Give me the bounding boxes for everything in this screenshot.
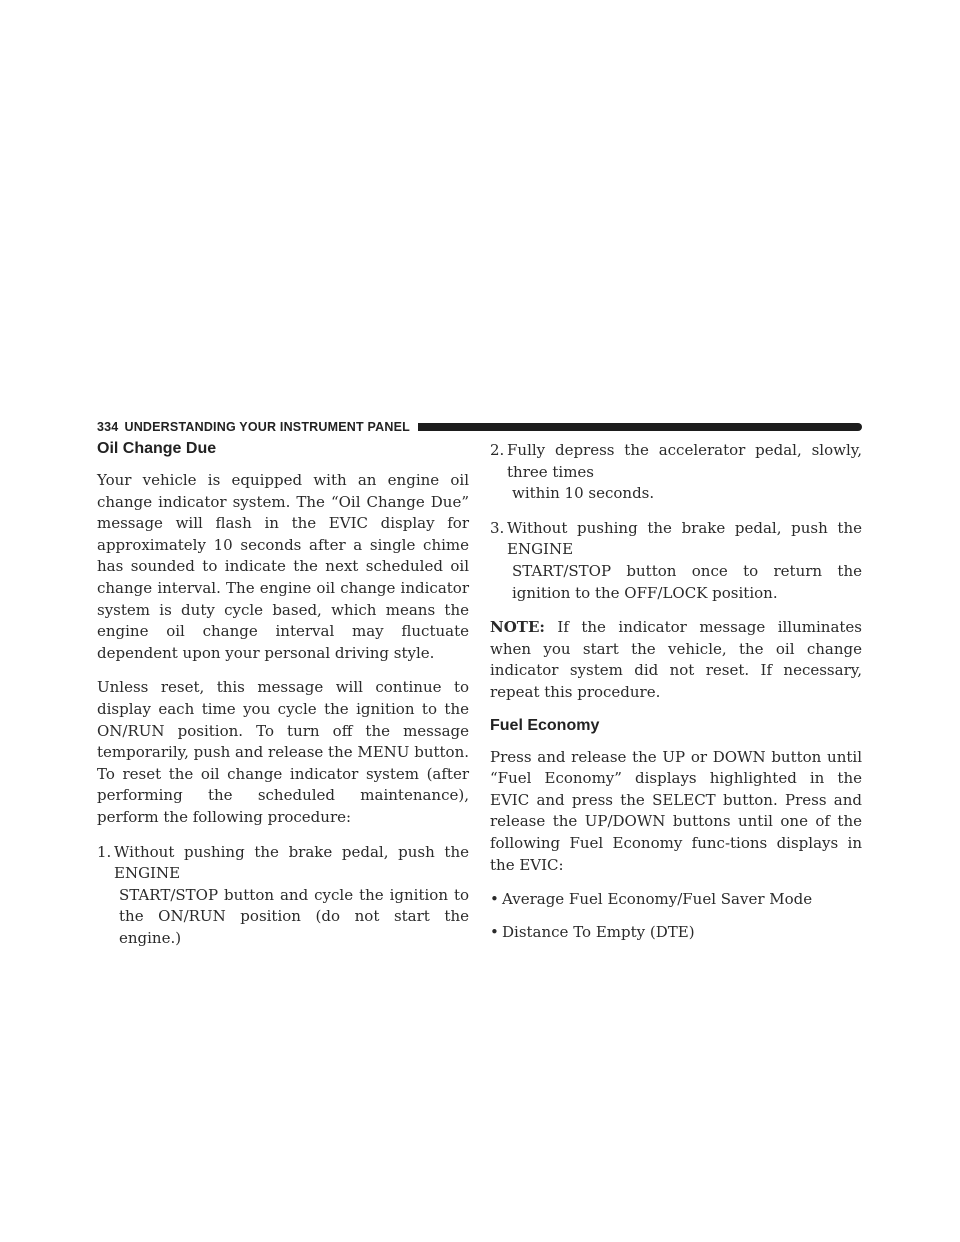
step-1-line1: Without pushing the brake pedal, push the ENGINE [114,842,469,883]
step-3-text [507,518,862,604]
bullet-symbol: • [490,922,499,941]
note-paragraph [490,617,862,703]
right-column [490,440,862,954]
heading-oil-change-due: Oil Change Due [97,440,217,457]
page-number: 334 [97,420,119,434]
step-2 [490,440,862,505]
page-header [97,420,862,434]
step-2-number: 2. [490,441,505,459]
bullet-item [490,922,862,944]
step-3-number: 3. [490,518,505,537]
step-3-continuation: START/STOP button once to return the ignition to the OFF/LOCK position. [512,561,862,602]
bullet-item [490,889,862,911]
note-label: NOTE: [490,618,545,637]
left-column [97,440,469,962]
bullet-symbol: • [490,890,499,909]
step-1-number: 1. [97,842,112,861]
bullet-text-average-fuel-economy: Average Fuel Economy/Fuel Saver Mode [502,890,813,909]
header-rule [418,423,862,431]
step-2-line1: Fully depress the accelerator pedal, slowly, three times [507,441,862,481]
step-3-line1: Without pushing the brake pedal, push the ENGINE [507,518,862,559]
bullet-text-distance-to-empty: Distance To Empty (DTE) [502,922,695,941]
paragraph-oil-change-reset: Unless reset, this message will continue to display each time you cycle the ignition to the ON/RUN position. To turn off the message temporarily, push and release the MENU button. To reset the oil change indicator system (after performing the scheduled maintenance), perform the following procedure: [97,678,469,826]
note-text: If the indicator message illuminates when you start the vehicle, the oil change indicator system did not reset. If necessary, repeat this procedure. [490,618,862,701]
step-2-text [507,440,862,505]
heading-fuel-economy: Fuel Economy [490,716,600,734]
step-1-text [114,842,469,950]
paragraph-oil-change-intro: Your vehicle is equipped with an engine oil change indicator system. The “Oil Change Due” message will flash in the EVIC display for approximately 10 seconds after a single chime has sounded to indicate the next scheduled oil change interval. The engine oil change indicator system is duty cycle based, which means the engine oil change interval may fluctuate dependent upon your personal driving style. [97,471,469,662]
step-2-continuation: within 10 seconds. [512,484,655,503]
section-title: UNDERSTANDING YOUR INSTRUMENT PANEL [124,420,410,434]
step-1 [97,842,469,950]
paragraph-fuel-economy: Press and release the UP or DOWN button until “Fuel Economy” displays highlighted in the EVIC and press the SELECT button. Press and release the UP/DOWN buttons until one of the following Fuel Economy func-tions displays in the EVIC: [490,747,862,874]
step-1-continuation: START/STOP button and cycle the ignition to the ON/RUN position (do not start the engine.) [119,885,469,947]
step-3 [490,518,862,604]
